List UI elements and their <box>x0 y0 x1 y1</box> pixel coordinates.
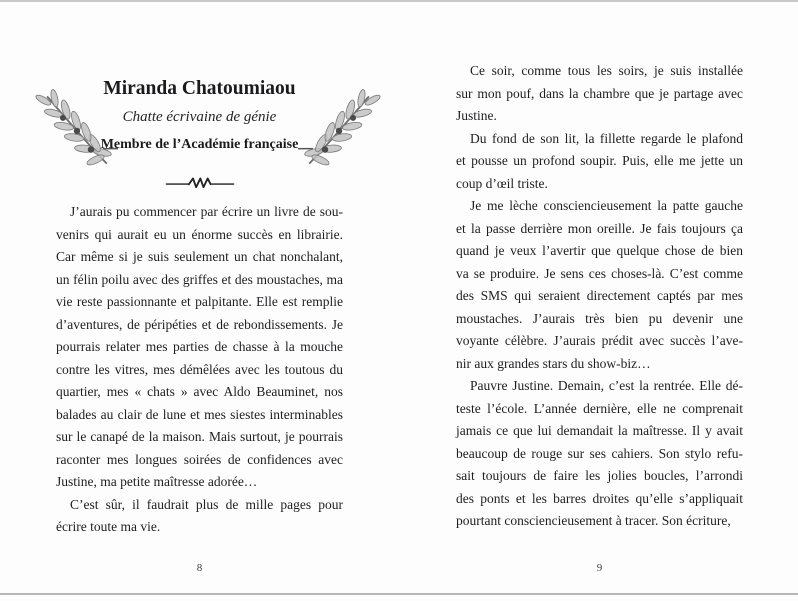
rope-knot-divider-icon <box>165 174 235 192</box>
text-line: beaucoup de rouge sur ses cahiers. Son stylo refu- <box>456 445 743 461</box>
olive-branch-right-icon <box>298 86 382 174</box>
text-line: sur le canapé de la maison. Mais surtout, je pourrais <box>56 429 343 444</box>
text-line: vie reste passionnante et palpitante. Elle est remplie <box>56 294 343 309</box>
text-line: va se produire. Je sens ces choses-là. C’est comme <box>456 265 743 281</box>
text-line: Du fond de son lit, la fillette regarde le plafond <box>470 130 743 146</box>
author-affiliation: Membre de l’Académie française <box>100 137 299 152</box>
text-line: nir aux grandes stars du show-biz… <box>456 355 651 371</box>
text-line: sur mon pouf, dans la chambre que je partage avec <box>456 85 743 101</box>
text-line: écrire toute ma vie. <box>56 519 161 534</box>
author-subtitle: Chatte écrivaine de génie <box>122 109 277 125</box>
text-line: Car même si je suis seulement un chat nonchalant, <box>56 249 343 264</box>
text-line: raconter mes longues soirées de confidences avec <box>56 451 343 467</box>
page-bottom-edge <box>0 593 798 595</box>
text-line: quand je veux l’avertir que quelque chose de bien <box>456 243 743 258</box>
text-line: et pousse un profond soupir. Puis, elle me jette un <box>456 153 743 168</box>
text-line: contre les vitres, mes démêlées avec les toutous du <box>56 361 343 377</box>
left-page-text <box>56 201 343 539</box>
text-line: voyante célèbre. J’aurais prédit avec succès l’ave- <box>456 333 743 348</box>
text-line: J’aurais pu commencer par écrire un livre de sou- <box>70 204 343 219</box>
text-line: des SMS qui seraient directement captés par mes <box>456 288 743 303</box>
text-line: coup d’œil triste. <box>456 175 548 191</box>
text-line: balades au clair de lune et mes siestes interminables <box>56 406 343 422</box>
author-name: Miranda Chatoumiaou <box>103 78 296 99</box>
right-page-text <box>456 60 743 533</box>
text-line: pourtant consciencieusement à tracer. Son écriture, <box>456 513 731 528</box>
text-line: venirs qui aurait eu un énorme succès en librairie. <box>56 226 343 242</box>
text-line: d’aventures, de péripéties et de rebondissements. Je <box>56 316 343 332</box>
text-line: pourrais relater mes parties de chasse à la mouche <box>56 339 343 354</box>
text-line: teste l’école. L’année dernière, elle ne comprenait <box>456 400 743 416</box>
text-line: Pauvre Justine. Demain, c’est la rentrée. Elle dé- <box>470 378 743 393</box>
text-line: Ce soir, comme tous les soirs, je suis installée <box>470 63 743 78</box>
text-line: un félin poilu avec des griffes et des moustaches, ma <box>56 271 343 287</box>
text-line: sait toujours de faire les jolies boucles, l’arrondi <box>456 468 743 483</box>
text-line: Justine. <box>456 108 497 123</box>
text-line: quartier, mes « chats » avec Aldo Beauminet, nos <box>56 384 343 399</box>
page-number-left: 8 <box>196 562 203 574</box>
text-line: et la passe derrière mon oreille. Je fais toujours ça <box>456 220 743 236</box>
text-line: C’est sûr, il faudrait plus de mille pages pour <box>70 496 343 512</box>
page-number-right: 9 <box>596 562 603 574</box>
text-line: moustaches. J’aurais très bien pu devenir une <box>456 310 743 326</box>
text-line: des ponts et les barres droites qu’elle s’appliquait <box>456 490 743 506</box>
text-line: Justine, ma petite maîtresse adorée… <box>56 474 258 489</box>
text-line: Je me lèche consciencieusement la patte gauche <box>470 198 743 213</box>
text-line: jamais ce que lui demandait la maîtresse. Il y avait <box>456 423 743 438</box>
